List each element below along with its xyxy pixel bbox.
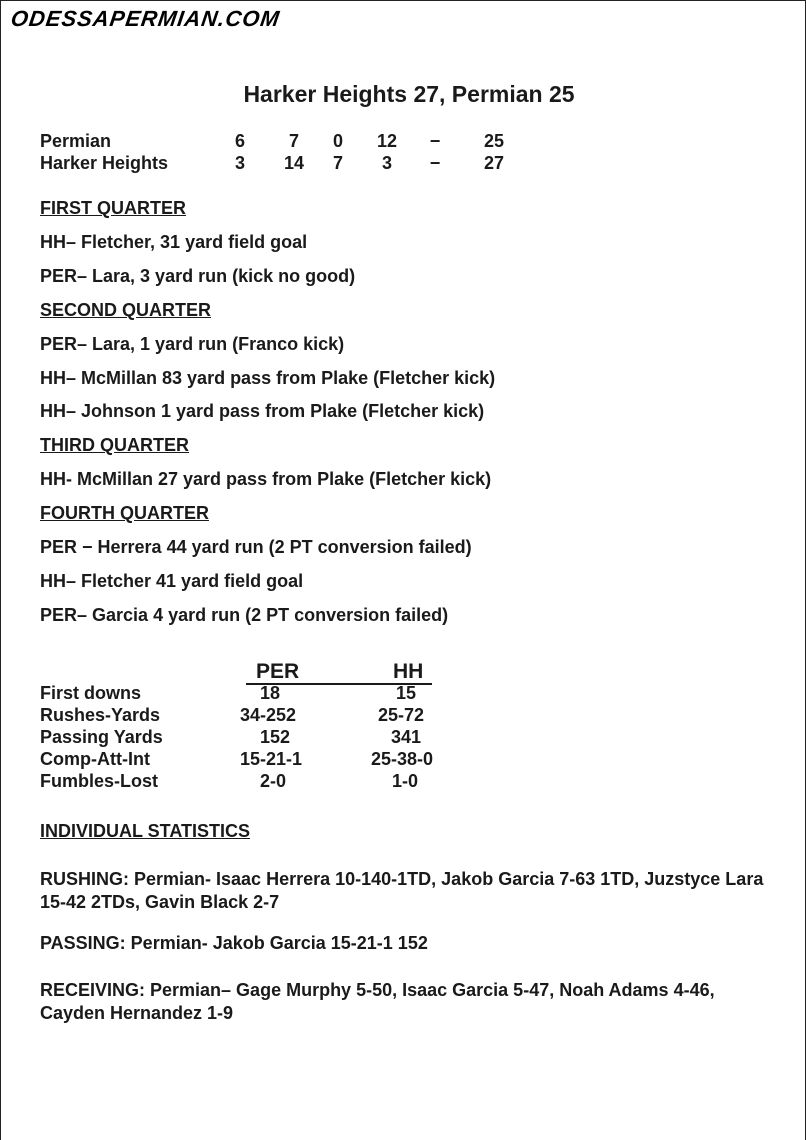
rushing-stats: RUSHING: Permian- Isaac Herrera 10-140-1TD, Jakob Garcia 7-63 1TD, Juzstyce Lara 15-42 2TDs, Gavin Black 2-7 <box>40 869 764 912</box>
scoring-play: HH- McMillan 27 yard pass from Plake (Fletcher kick) <box>40 469 492 489</box>
scoring-play: HH– McMillan 83 yard pass from Plake (Fletcher kick) <box>40 368 496 388</box>
stat-label: Rushes-Yards <box>40 705 161 725</box>
team-name: Permian <box>40 131 112 151</box>
team-name: Harker Heights <box>40 153 169 173</box>
scoring-play: HH– Johnson 1 yard pass from Plake (Fletcher kick) <box>40 401 485 421</box>
section-second-quarter: SECOND QUARTER <box>40 300 212 320</box>
q4-score: 3 <box>381 153 392 173</box>
stat-label: Passing Yards <box>40 727 163 747</box>
stats-header-hh: HH <box>393 660 424 683</box>
final-score: 25 <box>483 131 505 151</box>
stat-per: 18 <box>259 683 281 703</box>
dash: − <box>429 131 441 151</box>
q3-score: 0 <box>332 131 343 151</box>
receiving-stats: RECEIVING: Permian– Gage Murphy 5-50, Isaac Garcia 5-47, Noah Adams 4-46, Cayden Hernandez 1-9 <box>40 980 715 1023</box>
site-logo: ODESSAPERMIAN.COM <box>9 6 282 31</box>
q2-score: 7 <box>288 131 299 151</box>
stat-row <box>40 705 560 727</box>
scoring-play: HH– Fletcher 41 yard field goal <box>40 571 304 591</box>
passing-stats: PASSING: Permian- Jakob Garcia 15-21-1 152 <box>40 933 428 953</box>
q1-score: 6 <box>234 131 245 151</box>
stat-per: 2-0 <box>259 771 286 791</box>
scoring-play: PER– Lara, 1 yard run (Franco kick) <box>40 334 345 354</box>
dash: − <box>429 153 441 173</box>
stat-hh: 1-0 <box>391 771 418 791</box>
section-individual-statistics: INDIVIDUAL STATISTICS <box>40 821 251 841</box>
section-fourth-quarter: FOURTH QUARTER <box>40 503 209 523</box>
stat-row <box>40 727 560 749</box>
stat-hh: 15 <box>395 683 417 703</box>
scoring-play: HH– Fletcher, 31 yard field goal <box>40 232 308 252</box>
stat-per: 152 <box>259 727 291 747</box>
linescore-row <box>40 131 540 153</box>
stat-hh: 341 <box>390 727 422 747</box>
page-title: Harker Heights 27, Permian 25 <box>243 81 575 107</box>
stat-hh: 25-38-0 <box>370 749 434 769</box>
q2-score: 14 <box>283 153 305 173</box>
stat-row <box>40 749 560 771</box>
final-score: 27 <box>483 153 505 173</box>
stat-row <box>40 771 560 793</box>
stat-label: Comp-Att-Int <box>40 749 150 769</box>
scoring-play: PER– Lara, 3 yard run (kick no good) <box>40 266 356 286</box>
stat-per: 15-21-1 <box>239 749 303 769</box>
q3-score: 7 <box>332 153 343 173</box>
section-first-quarter: FIRST QUARTER <box>40 198 186 218</box>
stat-hh: 25-72 <box>377 705 425 725</box>
scoring-play: PER − Herrera 44 yard run (2 PT conversion failed) <box>40 537 472 557</box>
q4-score: 12 <box>376 131 398 151</box>
q1-score: 3 <box>234 153 245 173</box>
stats-header-per: PER <box>256 660 300 683</box>
stat-label: Fumbles-Lost <box>40 771 159 791</box>
stat-row <box>40 683 560 705</box>
section-third-quarter: THIRD QUARTER <box>40 435 189 455</box>
linescore-row <box>40 153 540 175</box>
stat-label: First downs <box>40 683 142 703</box>
stat-per: 34-252 <box>239 705 297 725</box>
scoring-play: PER– Garcia 4 yard run (2 PT conversion failed) <box>40 605 449 625</box>
